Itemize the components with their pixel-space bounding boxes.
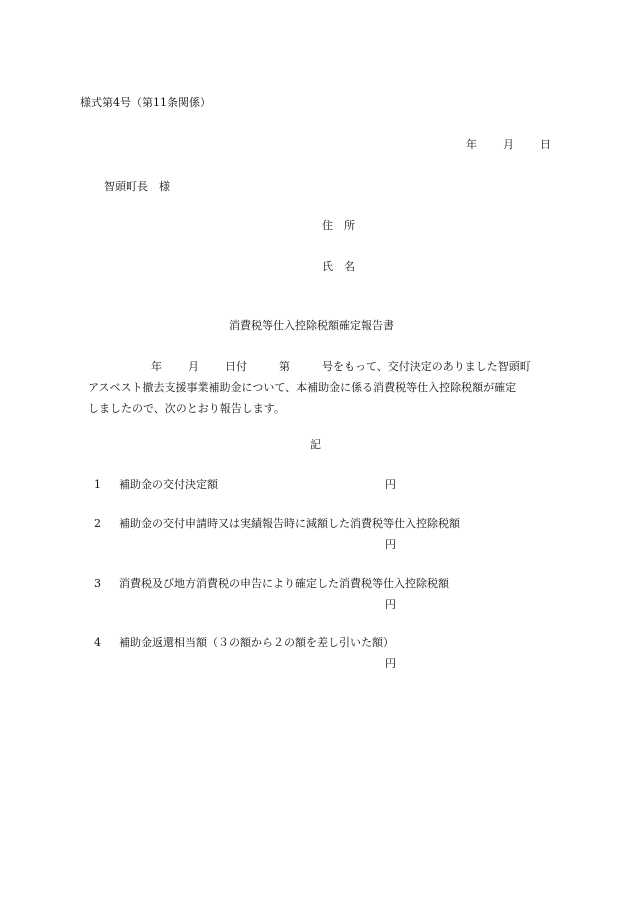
item-number: 3: [94, 577, 101, 590]
body-line-2: アスベスト撤去支援事業補助金について、本補助金に係る消費税等仕入控除税額が確定: [88, 381, 517, 394]
body-line-1-text: 号をもって、交付決定のありました智頭町: [322, 360, 531, 373]
body-year-label: 年: [151, 360, 162, 373]
sender-address-label: 住 所: [322, 219, 355, 232]
document-title: 消費税等仕入控除税額確定報告書: [229, 319, 394, 332]
item-label: 補助金返還相当額（３の額から２の額を差し引いた額）: [119, 636, 394, 649]
item-number: 4: [94, 636, 101, 649]
ki-heading: 記: [310, 438, 321, 451]
body-line-3: しましたので、次のとおり報告します。: [88, 402, 285, 415]
body-paragraph: [88, 356, 558, 419]
date-line: [466, 139, 551, 150]
item-4-unit: 円: [385, 657, 396, 670]
body-month-label: 月: [188, 360, 199, 373]
item-1: [94, 479, 218, 490]
item-number: 1: [94, 478, 101, 491]
item-label: 消費税及び地方消費税の申告により確定した消費税等仕入控除税額: [119, 577, 449, 590]
body-day-label: 日付: [225, 360, 247, 373]
item-2-unit: 円: [385, 538, 396, 551]
addressee: 智頭町長 様: [104, 180, 170, 193]
item-3-unit: 円: [385, 598, 396, 611]
item-3: [94, 578, 449, 589]
item-2: [94, 518, 460, 529]
body-number-prefix: 第: [279, 360, 290, 373]
date-month-label: 月: [503, 138, 514, 151]
date-day-label: 日: [540, 138, 551, 151]
item-number: 2: [94, 517, 101, 530]
item-1-unit: 円: [385, 478, 396, 491]
date-year-label: 年: [466, 138, 477, 151]
item-label: 補助金の交付申請時又は実績報告時に減額した消費税等仕入控除税額: [119, 517, 460, 530]
item-label: 補助金の交付決定額: [119, 478, 218, 491]
body-line-1: [88, 356, 558, 377]
sender-name-label: 氏 名: [322, 260, 355, 273]
item-4: [94, 637, 394, 648]
form-number: 様式第4号（第11条関係）: [80, 96, 211, 109]
